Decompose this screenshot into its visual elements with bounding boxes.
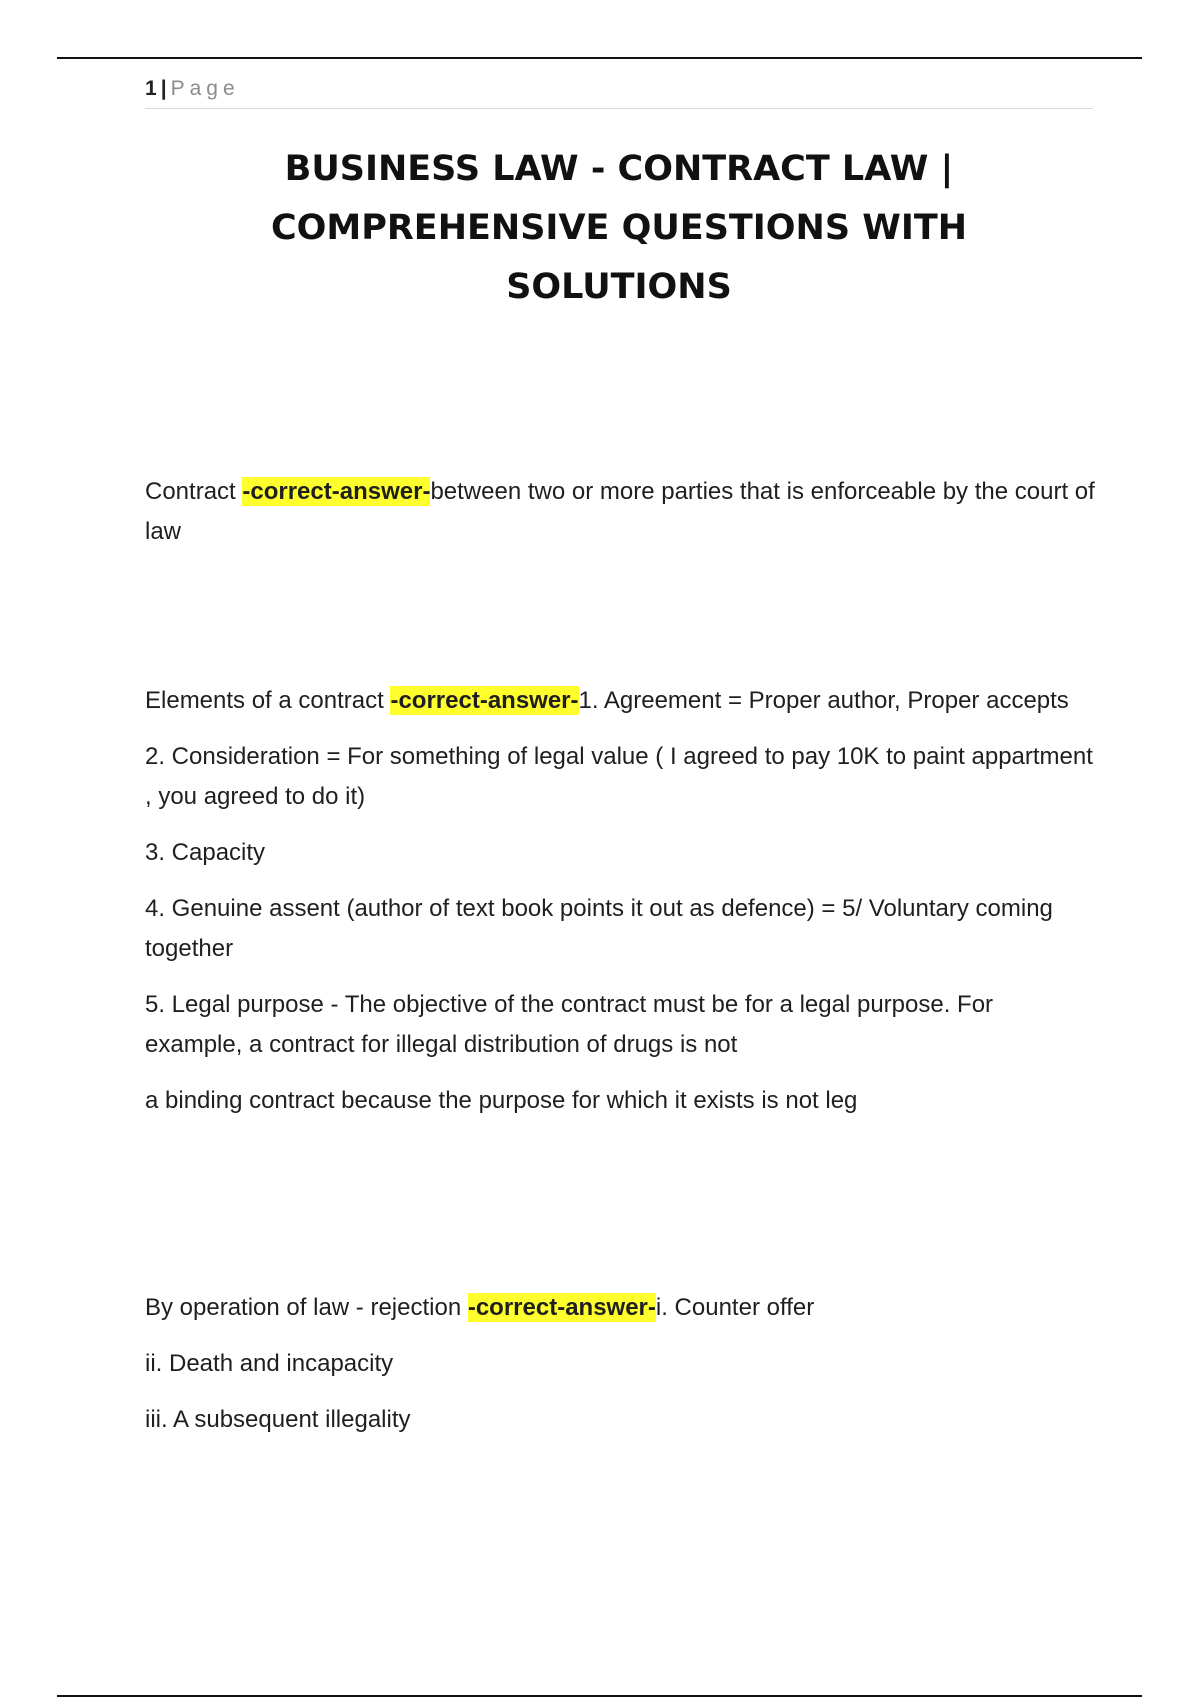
answer-continuation: 3. Capacity xyxy=(145,839,266,866)
question-text: Contract xyxy=(145,478,243,505)
answer-continuation: 2. Consideration = For something of legal value ( I agreed to pay 10K to paint appartment , you agreed to do it) xyxy=(145,743,1093,810)
qa-question-line xyxy=(145,681,1095,721)
answer-continuation: 5. Legal purpose - The objective of the contract must be for a legal purpose. For example, a contract for illegal distribution of drugs is not xyxy=(145,991,994,1058)
page-number: 1 xyxy=(145,77,157,100)
answer-text: 1. Agreement = Proper author, Proper accepts xyxy=(578,687,1069,714)
answer-continuation: 4. Genuine assent (author of text book points it out as defence) = 5/ Voluntary coming together xyxy=(145,895,1053,962)
qa-question-line xyxy=(145,1288,1095,1328)
title-line-3: SOLUTIONS xyxy=(506,267,732,307)
document-title xyxy=(130,140,1108,317)
page-separator: | xyxy=(160,77,167,100)
qa-item-rejection xyxy=(145,1288,1095,1440)
page-top-rule xyxy=(57,57,1142,59)
answer-text: i. Counter offer xyxy=(655,1294,815,1321)
answer-continuation: a binding contract because the purpose for which it exists is not leg xyxy=(145,1087,858,1114)
page-header xyxy=(145,74,1093,109)
answer-text: between two or more parties that is enforceable by the court of law xyxy=(145,478,1095,545)
title-line-1: BUSINESS LAW - CONTRACT LAW | xyxy=(284,149,954,189)
qa-question-line xyxy=(145,472,1095,552)
correct-answer-marker: -correct-answer- xyxy=(467,1294,656,1321)
correct-answer-marker: -correct-answer- xyxy=(242,478,431,505)
title-line-2: COMPREHENSIVE QUESTIONS WITH xyxy=(270,208,968,248)
qa-item-elements xyxy=(145,681,1095,1121)
answer-continuation: iii. A subsequent illegality xyxy=(145,1406,411,1433)
answer-continuation: ii. Death and incapacity xyxy=(145,1350,394,1377)
page-word: Page xyxy=(170,77,240,100)
question-text: Elements of a contract xyxy=(145,687,391,714)
question-text: By operation of law - rejection xyxy=(145,1294,468,1321)
page-bottom-rule xyxy=(57,1695,1142,1697)
correct-answer-marker: -correct-answer- xyxy=(390,687,579,714)
qa-item-contract xyxy=(145,472,1095,552)
